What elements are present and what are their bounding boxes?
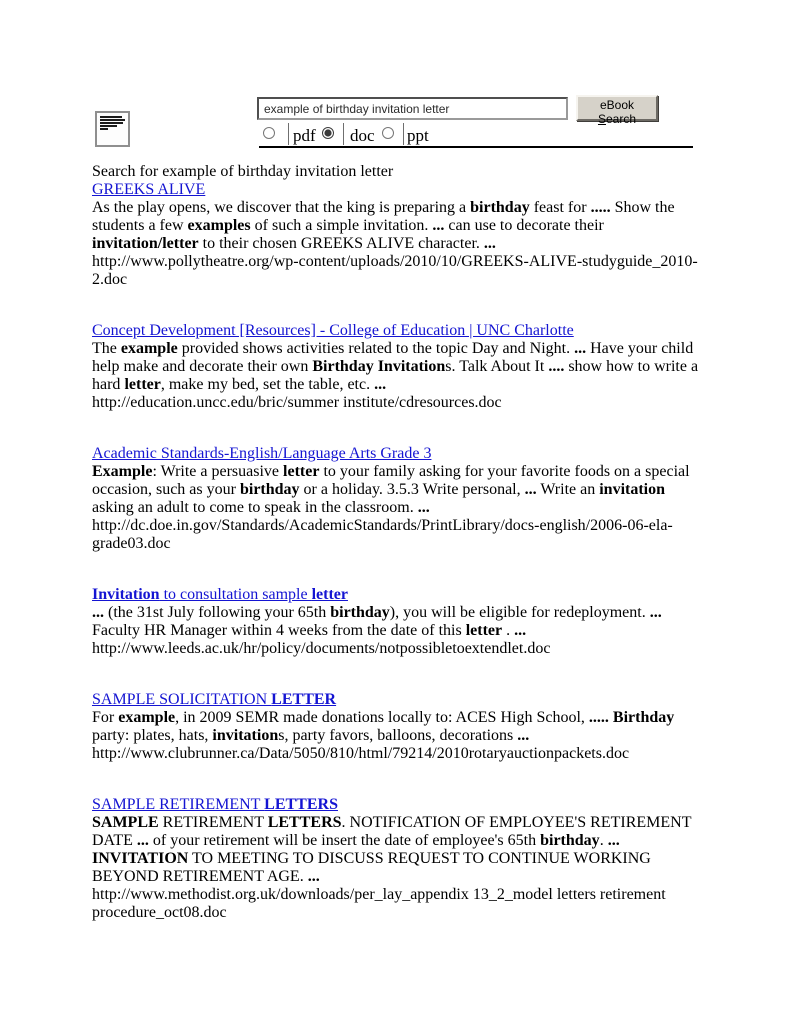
filter-divider	[288, 123, 289, 145]
filter-radio-ppt[interactable]	[382, 127, 394, 139]
filter-radio-pdf[interactable]	[263, 127, 275, 139]
search-result	[92, 322, 707, 412]
results-area	[92, 163, 707, 955]
result-snippet: For example, in 2009 SEMR made donations locally to: ACES High School, ..... Birthday party: plates, hats, invitations, party favors, balloons, decorations ...	[92, 709, 675, 744]
result-title-link[interactable]: Concept Development [Resources] - College of Education | UNC Charlotte	[92, 322, 574, 339]
filter-divider	[403, 123, 404, 145]
result-snippet: As the play opens, we discover that the king is preparing a birthday feast for ..... Show the students a few examples of such a simple invitation. ... can use to decorate their invitation/letter to their chosen GREEKS ALIVE character. ...	[92, 199, 675, 252]
document-thumbnail-icon	[100, 116, 128, 130]
result-url: http://www.leeds.ac.uk/hr/policy/documents/notpossibletoextendlet.doc	[92, 640, 551, 657]
header-divider	[259, 146, 693, 148]
button-label-prefix: eBook	[599, 98, 635, 112]
filter-divider	[343, 123, 344, 145]
search-input[interactable]	[257, 97, 568, 120]
results-list	[92, 181, 707, 922]
result-url: http://www.pollytheatre.org/wp-content/uploads/2010/10/GREEKS-ALIVE-studyguide_2010-2.doc	[92, 253, 698, 288]
search-result	[92, 445, 707, 553]
result-snippet: SAMPLE RETIREMENT LETTERS. NOTIFICATION OF EMPLOYEE'S RETIREMENT DATE ... of your retirement will be insert the date of employee's 65th birthday. ... INVITATION TO MEETING TO DISCUSS REQUEST TO CONTINUE WORKING BEYOND RETIREMENT AGE. ...	[92, 814, 692, 885]
result-snippet: ... (the 31st July following your 65th birthday), you will be eligible for redeployment. ... Faculty HR Manager within 4 weeks from the date of this letter . ...	[92, 604, 662, 639]
button-label-accesskey: S	[597, 112, 606, 126]
result-url: http://education.uncc.edu/bric/summer institute/cdresources.doc	[92, 394, 502, 411]
button-label-suffix: earch	[605, 112, 637, 126]
result-snippet: The example provided shows activities related to the topic Day and Night. ... Have your child help make and decorate their own Birthday Invitations. Talk About It .... show how to write a hard letter, make my bed, set the table, etc. ...	[92, 340, 699, 393]
filter-radio-doc[interactable]	[322, 127, 334, 139]
search-result	[92, 181, 707, 289]
result-snippet: Example: Write a persuasive letter to your family asking for your favorite foods on a special occasion, such as your birthday or a holiday. 3.5.3 Write personal, ... Write an invitation asking an adult to come to speak in the classroom. ...	[92, 463, 690, 516]
result-title-link[interactable]: Academic Standards-English/Language Arts Grade 3	[92, 445, 432, 462]
result-url: http://dc.doe.in.gov/Standards/AcademicStandards/PrintLibrary/docs-english/2006-06-ela-grade03.doc	[92, 517, 673, 552]
filter-label-doc[interactable]: doc	[350, 126, 375, 145]
filter-label-pdf[interactable]: pdf	[293, 126, 316, 145]
result-title-link[interactable]: GREEKS ALIVE	[92, 181, 206, 198]
search-result	[92, 691, 707, 763]
filter-label-ppt[interactable]: ppt	[407, 126, 429, 145]
site-logo[interactable]	[95, 111, 130, 147]
search-result	[92, 586, 707, 658]
search-result	[92, 796, 707, 922]
result-title-link[interactable]: SAMPLE RETIREMENT LETTERS	[92, 796, 338, 813]
result-title-link[interactable]: Invitation to consultation sample letter	[92, 586, 348, 603]
ebook-search-button[interactable]	[576, 95, 658, 126]
result-url: http://www.clubrunner.ca/Data/5050/810/html/79214/2010rotaryauctionpackets.doc	[92, 745, 630, 762]
result-title-link[interactable]: SAMPLE SOLICITATION LETTER	[92, 691, 337, 708]
results-summary: Search for example of birthday invitation letter	[92, 163, 394, 180]
result-url: http://www.methodist.org.uk/downloads/per_lay_appendix 13_2_model letters retirement procedure_oct08.doc	[92, 886, 666, 921]
